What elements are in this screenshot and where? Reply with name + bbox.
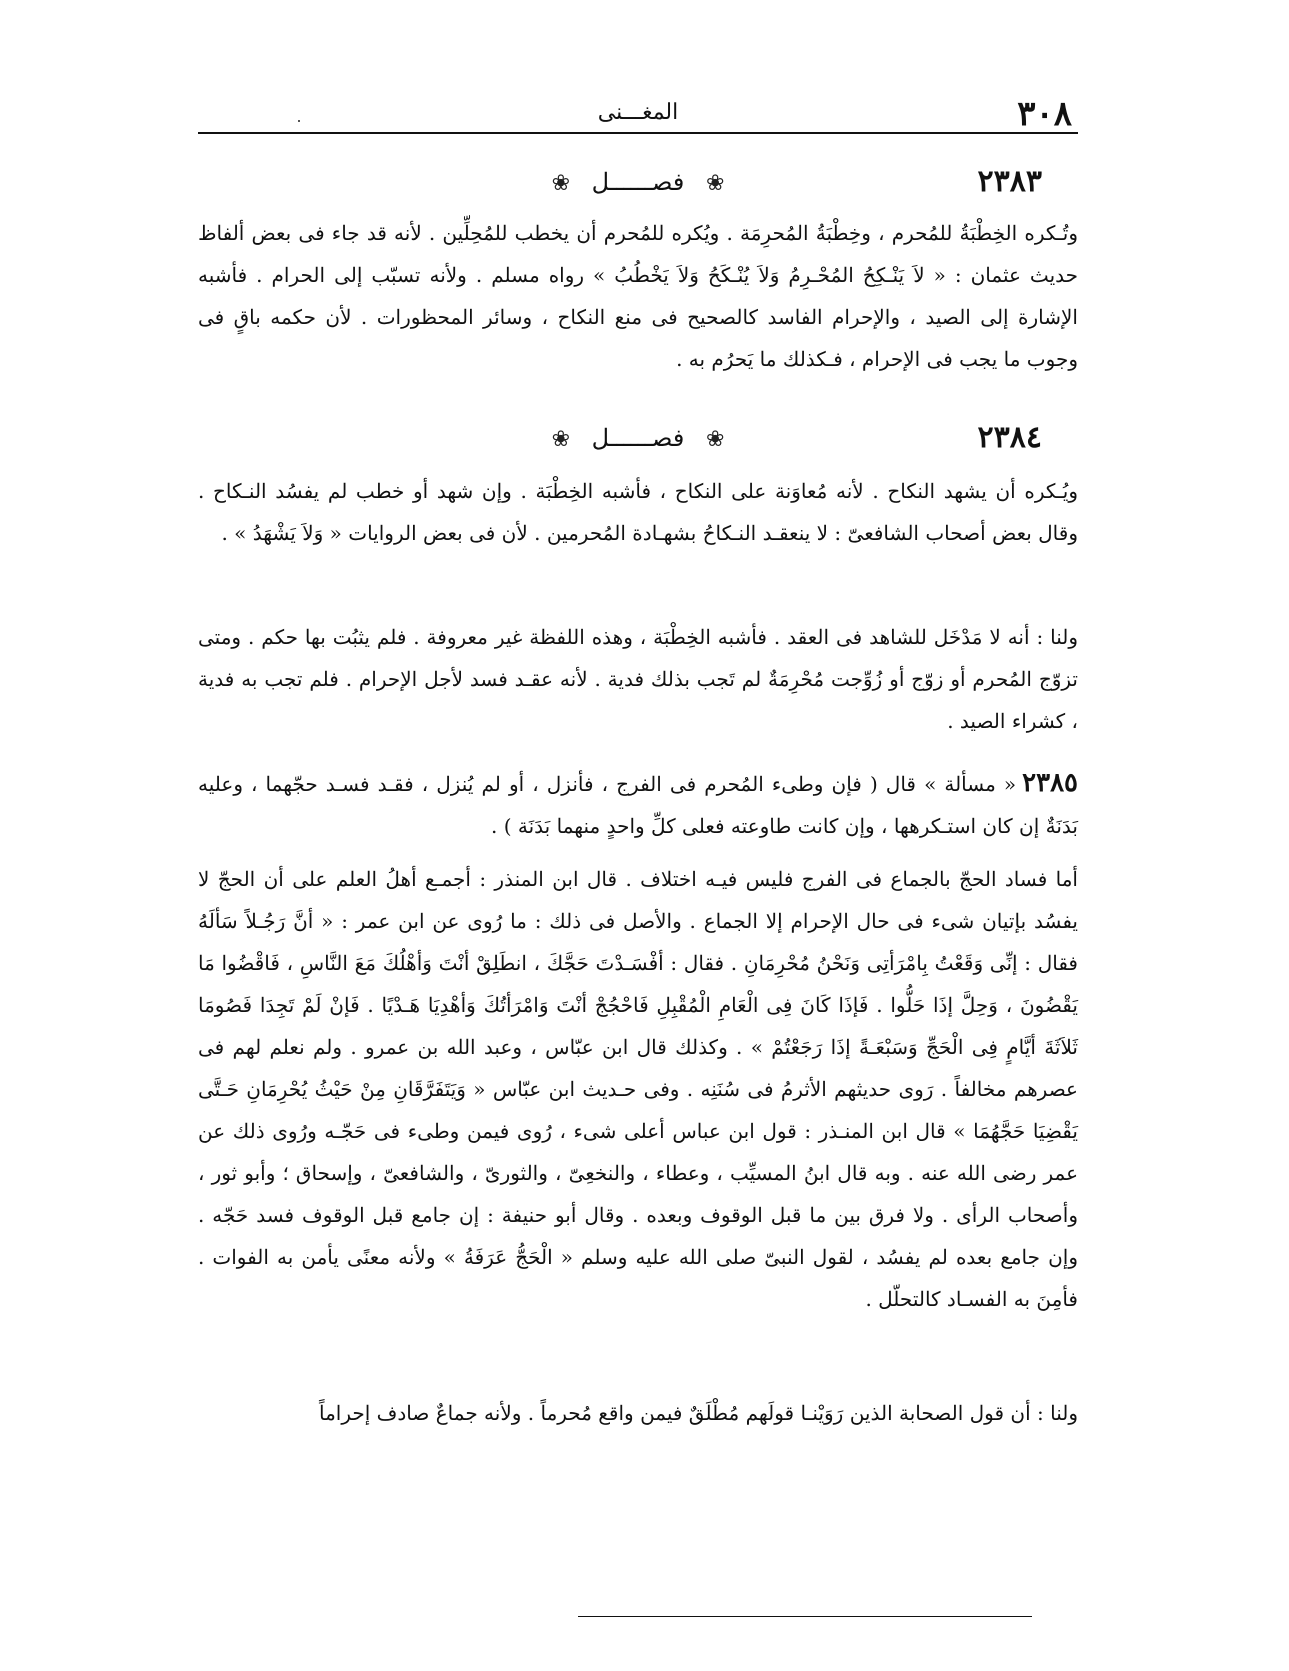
section-number: ٢٣٨٤ (977, 420, 1042, 455)
paragraph: أما فساد الحجّ بالجماع فى الفرج فليس فيـه اختلاف . قال ابن المنذر : أجمـع أهلُ العلم على أن الحجّ لا يفسُد بإتيان شىء فى حال الإحرام إلا الجماع . والأصل فى ذلك : ما رُوى عن ابن عمر : « أنَّ رَجُـلاً سَألَهُ فقال : إنِّى وَقَعْتُ بِامْرَأتِى وَنَحْنُ مُحْرِمَانِ . فقال : أفْسَـدْتَ حَجَّكَ ، انطَلِقْ أنْتَ وَأهْلُكَ مَعَ النَّاسِ ، فَاقْضُوا مَا يَقْضُونَ ، وَحِلَّ إذَا حَلُّوا . فَإذَا كَانَ فِى الْعَامِ الْمُقْبِلِ فَاحْجُجْ أنْتَ وَامْرَأتُكَ وَأهْدِيَا هَـدْيًا . فَإنْ لَمْ تَجِدَا فَصُومَا ثَلاَثَةَ أيَّامٍ فِى الْحَجِّ وَسَبْعَـةً إذَا رَجَعْتُمْ » . وكذلك قال ابن عبّاس ، وعبد الله بن عمرو . ولم نعلم لهم فى عصرهم مخالفاً . رَوى حديثهم الأثرمُ فى سُنَنِه . وفى حـديث ابن عبّاس « وَيَتَفَرَّقَانِ مِنْ حَيْثُ يُحْرِمَانِ حَـتَّى يَقْضِيَا حَجَّهُمَا » قال ابن المنـذر : قول ابن عباس أعلى شىء ، رُوى فيمن وطىء فى حَجّـه ورُوى ذلك عن عمر رضى الله عنه . وبه قال ابنُ المسيِّب ، وعطاء ، والنخعِىّ ، والثورىّ ، والشافعىّ ، وإسحاق ؛ وأبو ثور ، وأصحاب الرأى . ولا فرق بين ما قبل الوقوف وبعده . وقال أبو حنيفة : إن جامع قبل الوقوف فسد حَجّه . وإن جامع بعده لم يفسُد ، لقول النبىّ صلى الله عليه وسلم « الْحَجُّ عَرَفَةُ » ولأنه معنًى يأمن به الفوات . فأمِنَ به الفسـاد كالتحلّل . (198, 867, 1078, 1311)
ornament-icon: ❀ (551, 427, 571, 452)
section-title-text: فصــــــل (591, 168, 685, 196)
ornament-icon: ❀ (705, 427, 725, 452)
header-rule (198, 132, 1078, 134)
masalah-text: « مسألة » قال ( فإن وطىء المُحرم فى الفرج ، فأنزل ، أو لم يُنزل ، فقـد فسـد حجّهما ، وعليه بَدَنَةٌ إن كان استـكرهها ، وإن كانت طاوعته فعلى كلِّ واحدٍ منهما بَدَنَة ) . (198, 772, 1078, 838)
section-heading-2384 (198, 418, 1078, 458)
masalah-paragraph (198, 762, 1078, 847)
paragraph: ولنا : أنه لا مَدْخَل للشاهد فى العقد . فأشبه الخِطْبَة ، وهذه اللفظة غير معروفة . فلم يثبُت بها حكم . ومتى تزوّج المُحرم أو زوّج أو زُوِّجت مُحْرِمَةٌ لم تَجب بذلك فدية . لأنه عقـد فسد لأجل الإحرام . فلم تجب به فدية ، كشراء الصيد . (198, 625, 1078, 733)
masalah-number: ٢٣٨٥ (1022, 768, 1078, 798)
section-title (198, 424, 1078, 452)
running-title: المغـــنى (597, 100, 679, 125)
paragraph: ويُـكره أن يشهد النكاح . لأنه مُعاوَنة على النكاح ، فأشبه الخِطْبَة . وإن شهد أو خطب لم يفسُد النـكاح . وقال بعض أصحاب الشافعىّ : لا ينعقـد النـكاحُ بشهـادة المُحرمين . لأن فى بعض الروايات « وَلاَ يَشْهَدُ » . (198, 479, 1078, 545)
section-title (198, 168, 1078, 196)
ornament-icon: ❀ (705, 171, 725, 196)
page-number: ٣٠٨ (1017, 94, 1072, 134)
paragraph: وتُـكره الخِطْبَةُ للمُحرم ، وخِطْبَةُ المُحرِمَة . ويُكره للمُحرم أن يخطب للمُحِلِّين . لأنه قد جاء فى بعض ألفاظ حديث عثمان : « لاَ يَنْـكِحُ المُحْـرِمُ وَلاَ يُنْـكَحُ وَلاَ يَخْطُبُ » رواه مسلم . ولأنه تسبّب إلى الحرام . فأشبه الإشارة إلى الصيد ، والإحرام الفاسد كالصحيح فى منع النكاح ، وسائر المحظورات . لأن حكمه باقٍ فى وجوب ما يجب فى الإحرام ، فـكذلك ما يَحرُم به . (198, 221, 1078, 371)
section-title-text: فصــــــل (591, 424, 685, 452)
page-header (198, 88, 1078, 132)
section-heading-2383 (198, 162, 1078, 202)
ornament-icon: ❀ (551, 171, 571, 196)
paragraph: ولنا : أن قول الصحابة الذين رَوَيْنـا قولَهم مُطْلَقٌ فيمن واقع مُحرماً . ولأنه جماعٌ صادف إحراماً (318, 1401, 1078, 1425)
footer-rule (578, 1616, 1032, 1617)
scan-speck (298, 120, 300, 122)
section-number: ٢٣٨٣ (977, 164, 1042, 199)
